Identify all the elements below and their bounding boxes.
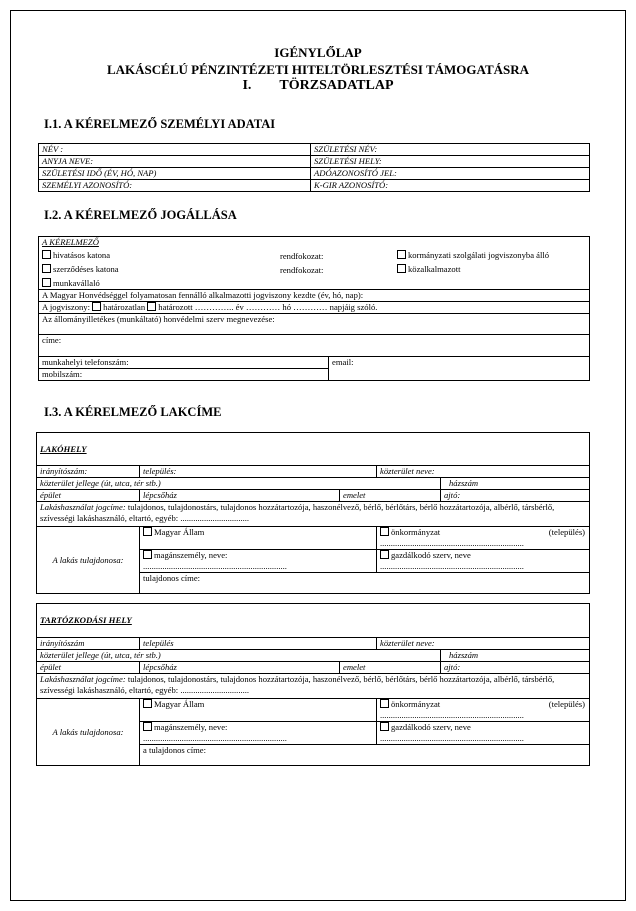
option-magyar-allam[interactable]: Magyar Állam (140, 527, 377, 550)
option-maganszemely[interactable]: magánszemély, neve: ................................................................... (140, 722, 377, 745)
field-legal-relation[interactable]: A jogviszony: határozatlan határozott ………….. év ………… hó ………… napjáig szóló. (39, 302, 590, 314)
field-town[interactable]: település (140, 638, 377, 650)
legal-status-table (38, 236, 590, 381)
option-gazdalkodo[interactable]: gazdálkodó szerv, neve ................................................................... (377, 550, 590, 573)
applicant-label: A KÉRELMEZŐ (42, 237, 99, 247)
field-mother-name[interactable]: ANYJA NEVE: (39, 156, 311, 168)
checkbox-icon (147, 302, 156, 311)
field-birth-place[interactable]: SZÜLETÉSI HELY: (311, 156, 590, 168)
field-kgir-id[interactable]: K-GIR AZONOSÍTÓ: (311, 180, 590, 192)
field-usage-title[interactable]: Lakáshasználat jogcíme: tulajdonos, tulajdonostárs, tulajdonos hozzátartozója, haszonélvező, bérlő, bérlőtárs, bérlő hozzátartozója, albérlő, társbérlő, szívességi lakáshasználó, eltartó, egyéb: ................................ (37, 502, 590, 527)
form-title: IGÉNYLŐLAP (274, 45, 362, 60)
field-building[interactable]: épület (37, 662, 140, 674)
checkbox-icon (380, 527, 389, 536)
option-szerzodeses[interactable]: szerződéses katona (42, 264, 119, 275)
field-name[interactable]: NÉV : (39, 144, 311, 156)
field-birth-name[interactable]: SZÜLETÉSI NÉV: (311, 144, 590, 156)
checkbox-icon (143, 527, 152, 536)
field-birth-date[interactable]: SZÜLETÉSI IDŐ (ÉV, HÓ, NAP) (39, 168, 311, 180)
checkbox-icon (380, 550, 389, 559)
field-land-name[interactable]: közterület neve: (377, 638, 590, 650)
field-mobile[interactable]: mobilszám: (39, 369, 329, 381)
section-heading-address: I.3. A KÉRELMEZŐ LAKCÍME (44, 405, 222, 419)
option-magyar-allam[interactable]: Magyar Állam (140, 699, 377, 722)
checkbox-icon (143, 722, 152, 731)
field-stairs[interactable]: lépcsőház (140, 662, 340, 674)
residence-table (36, 432, 590, 594)
rank-label-1: rendfokozat: (280, 251, 324, 261)
option-kormanyzati[interactable]: kormányzati szolgálati jogviszonyba álló (397, 250, 549, 261)
field-building[interactable]: épület (37, 490, 140, 502)
option-kozalkalmazott[interactable]: közalkalmazott (397, 264, 461, 275)
field-floor[interactable]: emelet (340, 490, 441, 502)
field-land-type[interactable]: közterület jellege (út, utca, tér stb.) (37, 650, 441, 662)
option-maganszemely[interactable]: magánszemély, neve: ................................................................... (140, 550, 377, 573)
field-stairs[interactable]: lépcsőház (140, 490, 340, 502)
checkbox-icon (143, 699, 152, 708)
field-owner-address[interactable]: tulajdonos címe: (140, 573, 590, 594)
field-personal-id[interactable]: SZEMÉLYI AZONOSÍTÓ: (39, 180, 311, 192)
form-subtitle: LAKÁSCÉLÚ PÉNZINTÉZETI HITELTÖRLESZTÉSI TÁMOGATÁSRA (106, 62, 530, 77)
stay-table (36, 603, 590, 766)
owner-label: A lakás tulajdonosa: (37, 699, 140, 766)
field-email[interactable]: email: (329, 357, 590, 381)
option-onkormanyzat[interactable]: önkormányzat (település) ................................................................... (377, 527, 590, 550)
option-onkormanyzat[interactable]: önkormányzat (település) ................................................................... (377, 699, 590, 722)
field-door[interactable]: ajtó: (441, 662, 590, 674)
checkbox-icon (380, 722, 389, 731)
field-usage-title[interactable]: Lakáshasználat jogcíme: tulajdonos, tulajdonostárs, tulajdonos hozzátartozója, haszonélvező, bérlő, bérlőtárs, bérlő hozzátartozója, albérlő, társbérlő, szívességi lakáshasználó, eltartó, egyéb: ................................ (37, 674, 590, 699)
option-hivatasos[interactable]: hivatásos katona (42, 250, 110, 261)
section-heading-personal: I.1. A KÉRELMEZŐ SZEMÉLYI ADATAI (44, 117, 276, 131)
checkbox-icon (92, 302, 101, 311)
checkbox-icon (143, 550, 152, 559)
field-employer-name[interactable]: Az állományilletékes (munkáltató) honvédelmi szerv megnevezése: (39, 314, 590, 335)
option-gazdalkodo[interactable]: gazdálkodó szerv, neve ................................................................... (377, 722, 590, 745)
checkbox-icon (42, 278, 51, 287)
checkbox-icon (42, 250, 51, 259)
checkbox-icon (397, 250, 406, 259)
field-floor[interactable]: emelet (340, 662, 441, 674)
section-heading-legal-status: I.2. A KÉRELMEZŐ JOGÁLLÁSA (44, 208, 237, 222)
field-town[interactable]: település: (140, 466, 377, 478)
field-tax-id[interactable]: ADÓAZONOSÍTÓ JEL: (311, 168, 590, 180)
owner-label: A lakás tulajdonosa: (37, 527, 140, 594)
rank-label-2: rendfokozat: (280, 265, 324, 275)
checkbox-icon (380, 699, 389, 708)
field-land-type[interactable]: közterület jellege (út, utca, tér stb.) (37, 478, 441, 490)
form-section-title: I. TÖRZSADATLAP (242, 78, 394, 93)
field-owner-address[interactable]: a tulajdonos címe: (140, 745, 590, 766)
checkbox-icon (42, 264, 51, 273)
residence-header: LAKÓHELY (37, 433, 590, 466)
field-zip[interactable]: irányítószám (37, 638, 140, 650)
field-work-phone[interactable]: munkahelyi telefonszám: (39, 357, 329, 369)
checkbox-icon (397, 264, 406, 273)
option-munkavallalo[interactable]: munkavállaló (42, 278, 100, 289)
personal-data-table (38, 143, 590, 192)
field-house-no[interactable]: házszám (441, 650, 590, 662)
field-continuous-service[interactable]: A Magyar Honvédséggel folyamatosan fennálló alkalmazotti jogviszony kezdte (év, hó, nap): (39, 290, 590, 302)
stay-header: TARTÓZKODÁSI HELY (37, 604, 590, 638)
field-door[interactable]: ajtó: (441, 490, 590, 502)
field-zip[interactable]: irányítószám: (37, 466, 140, 478)
field-house-no[interactable]: házszám (441, 478, 590, 490)
field-address[interactable]: címe: (39, 335, 590, 357)
field-land-name[interactable]: közterület neve: (377, 466, 590, 478)
